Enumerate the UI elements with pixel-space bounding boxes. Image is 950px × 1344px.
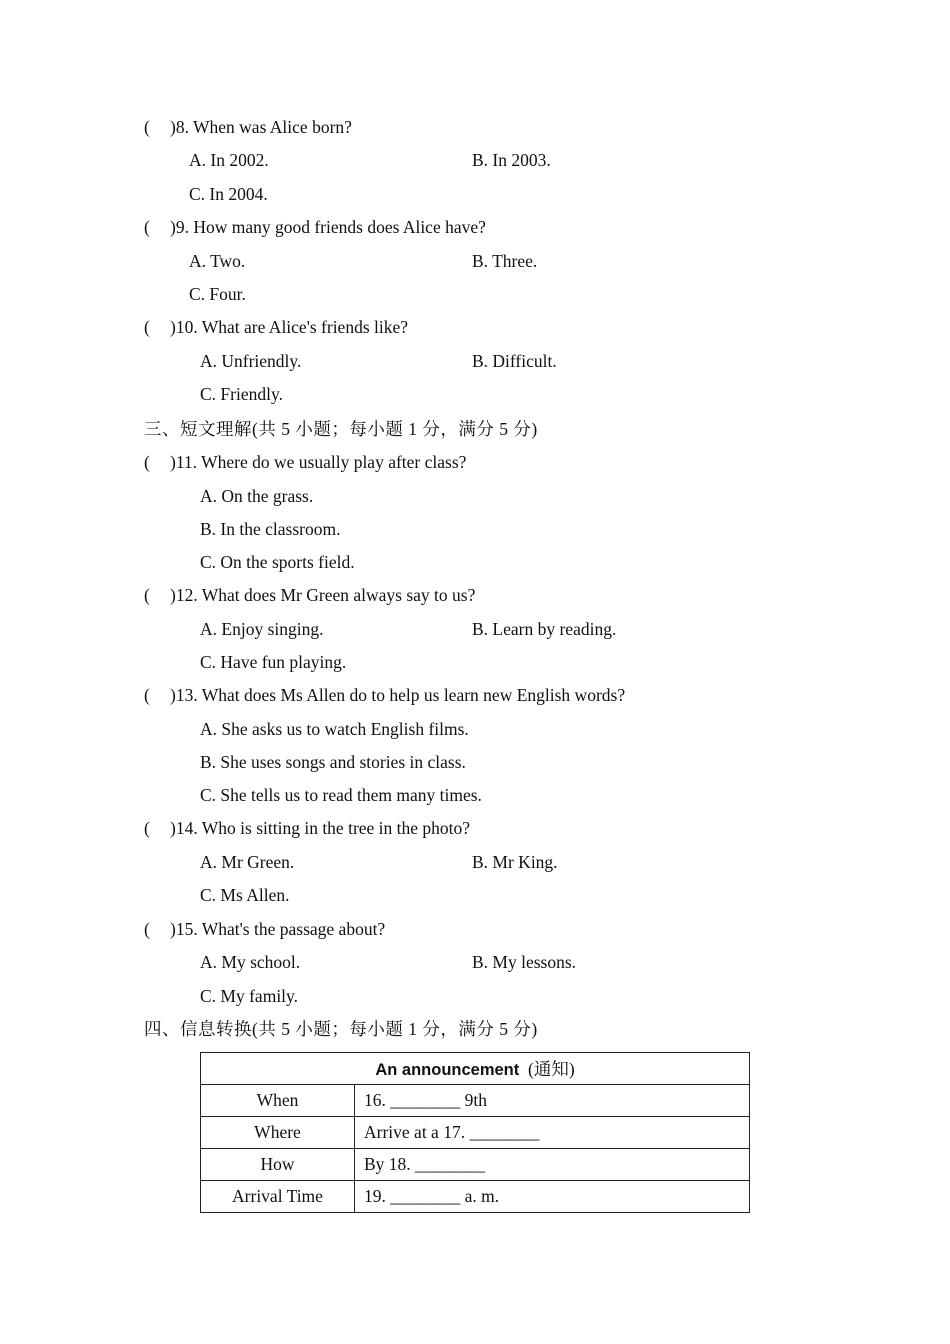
option-c: C. Four.	[189, 284, 246, 304]
option-a: A. On the grass.	[200, 486, 314, 506]
option-b: B. In 2003.	[472, 150, 551, 170]
option-a: A. Mr Green.	[200, 852, 295, 872]
table-title-cn: (通知)	[528, 1059, 575, 1079]
option-b: B. My lessons.	[472, 952, 577, 972]
table-title-row	[201, 1053, 750, 1085]
table-row	[201, 1149, 750, 1181]
answer-bracket[interactable]: (	[144, 452, 150, 472]
option-a: A. She asks us to watch English films.	[200, 719, 469, 739]
row-label: Where	[201, 1117, 355, 1149]
option-c: C. Friendly.	[200, 384, 283, 404]
question-stem: )9. How many good friends does Alice have?	[170, 217, 486, 237]
answer-bracket[interactable]: (	[144, 585, 150, 605]
row-value-blank-16[interactable]: 16. ________ 9th	[355, 1085, 750, 1117]
option-b: B. Difficult.	[472, 351, 557, 371]
section-heading-info: 四、信息转换(共 5 小题；每小题 1 分，满分 5 分)	[144, 1019, 538, 1039]
row-label: Arrival Time	[201, 1181, 355, 1213]
option-b: B. Three.	[472, 251, 538, 271]
question-stem: )14. Who is sitting in the tree in the photo?	[170, 818, 471, 838]
option-b: B. In the classroom.	[200, 519, 341, 539]
table-row	[201, 1085, 750, 1117]
option-a: A. My school.	[200, 952, 301, 972]
row-label: When	[201, 1085, 355, 1117]
answer-bracket[interactable]: (	[144, 818, 150, 838]
table-row	[201, 1181, 750, 1213]
option-c: C. She tells us to read them many times.	[200, 785, 482, 805]
question-stem: )8. When was Alice born?	[170, 117, 352, 137]
option-a: A. Two.	[189, 251, 246, 271]
table-title-en: An announcement	[375, 1061, 520, 1079]
question-stem: )12. What does Mr Green always say to us?	[170, 585, 476, 605]
section-heading-reading: 三、短文理解(共 5 小题；每小题 1 分，满分 5 分)	[144, 419, 538, 439]
option-c: C. Ms Allen.	[200, 885, 290, 905]
row-value-blank-19[interactable]: 19. ________ a. m.	[355, 1181, 750, 1213]
question-stem: )11. Where do we usually play after class?	[170, 452, 467, 472]
question-stem: )13. What does Ms Allen do to help us learn new English words?	[170, 685, 626, 705]
option-b: B. She uses songs and stories in class.	[200, 752, 466, 772]
answer-bracket[interactable]: (	[144, 317, 150, 337]
option-a: A. Enjoy singing.	[200, 619, 324, 639]
row-value-blank-17[interactable]: Arrive at a 17. ________	[355, 1117, 750, 1149]
answer-bracket[interactable]: (	[144, 685, 150, 705]
question-stem: )10. What are Alice's friends like?	[170, 317, 409, 337]
question-stem: )15. What's the passage about?	[170, 919, 386, 939]
option-a: A. In 2002.	[189, 150, 269, 170]
option-b: B. Learn by reading.	[472, 619, 617, 639]
answer-bracket[interactable]: (	[144, 217, 150, 237]
row-value-blank-18[interactable]: By 18. ________	[355, 1149, 750, 1181]
row-label: How	[201, 1149, 355, 1181]
announcement-table	[200, 1052, 750, 1213]
answer-bracket[interactable]: (	[144, 919, 150, 939]
option-c: C. My family.	[200, 986, 299, 1006]
option-a: A. Unfriendly.	[200, 351, 302, 371]
table-title	[201, 1053, 750, 1085]
option-c: C. On the sports field.	[200, 552, 355, 572]
table-row	[201, 1117, 750, 1149]
answer-bracket[interactable]: (	[144, 117, 150, 137]
option-c: C. In 2004.	[189, 184, 268, 204]
option-c: C. Have fun playing.	[200, 652, 347, 672]
option-b: B. Mr King.	[472, 852, 558, 872]
